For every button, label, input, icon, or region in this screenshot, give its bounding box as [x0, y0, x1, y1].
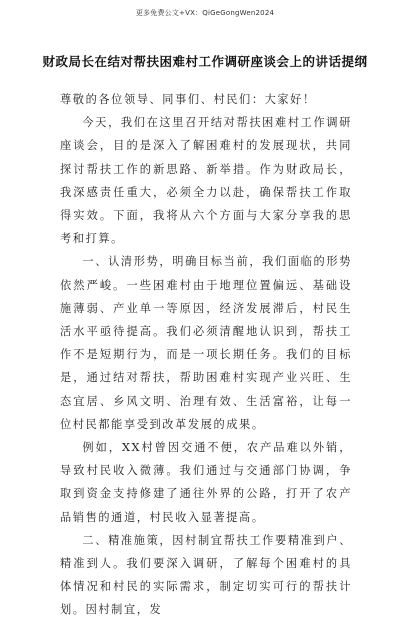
body-paragraph-greeting: 尊敬的各位领导、同事们、村民们：大家好！: [60, 93, 316, 106]
body-paragraph: 今天，我们在这里召开结对帮扶困难村工作调研座谈会，目的是深入了解困难村的发展现状，共同探讨帮扶工作的新思路、新举措。作为财政局长，我深感责任重大，必须全力以赴，确保帮扶工作取得实效。下面，我将从六个方面与大家分享我的思考和打算。: [60, 116, 352, 246]
body-paragraph: 例如，XX村曾因交通不便，农产品难以外销，导致村民收入微薄。我们通过与交通部门协调，争取到资金支持修建了通往外界的公路，打开了农产品销售的通道，村民收入显著提高。: [60, 441, 352, 524]
header-note: 更多免费公文+VX：QiGeGongWen2024: [135, 9, 275, 17]
document-title: 财政局长在结对帮扶困难村工作调研座谈会上的讲话提纲: [42, 54, 368, 69]
body-paragraph: 一、认清形势，明确目标当前，我们面临的形势依然严峻。一些困难村由于地理位置偏远、基础设施薄弱、产业单一等原因，经济发展滞后，村民生活水平亟待提高。我们必须清醒地认识到，帮扶工作不是短期行为，而是一项长期任务。我们的目标是，通过结对帮扶，帮助困难村实现产业兴旺、生态宜居、乡风文明、治理有效、生活富裕，让每一位村民都能享受到改革发展的成果。: [60, 255, 352, 431]
document-body: [60, 88, 352, 622]
body-paragraph: 二、精准施策，因村制宜帮扶工作要精准到户、精准到人。我们要深入调研，了解每个困难村的具体情况和村民的实际需求，制定切实可行的帮扶计划。因村制宜，发: [60, 533, 352, 617]
